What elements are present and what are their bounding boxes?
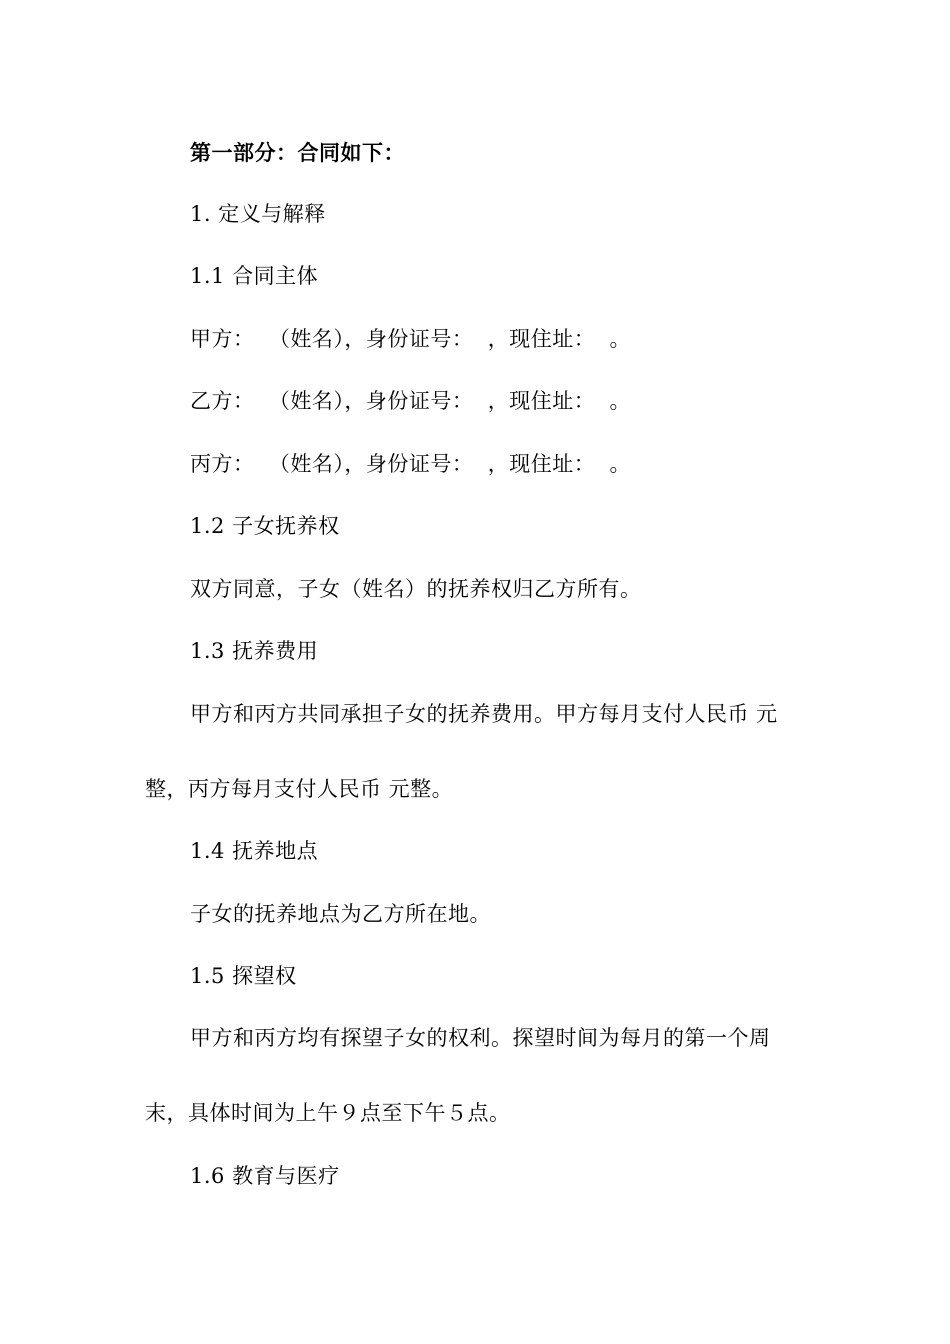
section-1-3-title: 1.3 抚养费用 [190, 639, 319, 663]
party-a-line: 甲方： （姓名），身份证号： ，现住址： 。 [190, 327, 632, 351]
section-1-2-title: 1.2 子女抚养权 [190, 514, 340, 538]
party-c-line: 丙方： （姓名），身份证号： ，现住址： 。 [190, 452, 632, 476]
section-1-2-body: 双方同意，子女（姓名）的抚养权归乙方所有。 [190, 577, 642, 601]
section-1-1-title: 1.1 合同主体 [190, 264, 319, 288]
section-1-4-title: 1.4 抚养地点 [190, 839, 319, 863]
part-title: 第一部分：合同如下： [190, 140, 405, 165]
section-1-3-body-line1: 甲方和丙方共同承担子女的抚养费用。甲方每月支付人民币 元 [190, 702, 778, 726]
party-b-line: 乙方： （姓名），身份证号： ，现住址： 。 [190, 389, 632, 413]
section-1-6-title: 1.6 教育与医疗 [190, 1164, 340, 1188]
section-1-title: 1. 定义与解释 [190, 202, 326, 226]
section-1-3-body-line2: 整，丙方每月支付人民币 元整。 [145, 777, 454, 801]
section-1-4-body: 子女的抚养地点为乙方所在地。 [190, 902, 491, 926]
section-1-5-title: 1.5 探望权 [190, 964, 297, 988]
section-1-5-body-line1: 甲方和丙方均有探望子女的权利。探望时间为每月的第一个周 [190, 1026, 771, 1050]
section-1-5-body-line2: 末，具体时间为上午９点至下午５点。 [145, 1101, 511, 1125]
